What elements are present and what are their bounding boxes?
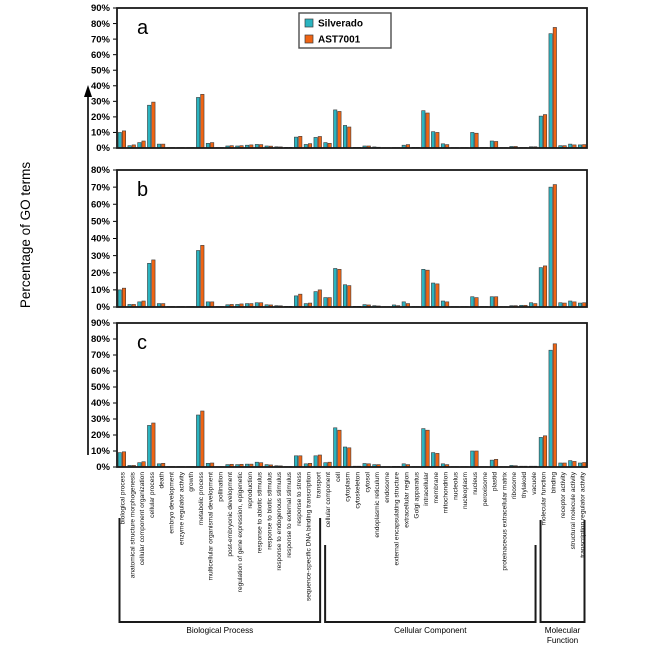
legend [299,13,391,48]
y-tick-label: 20% [90,112,110,124]
bar-ast7001 [553,27,556,148]
y-tick-label: 0% [96,462,110,474]
bar-silverado [147,263,150,307]
x-category-label: membrane [432,472,440,504]
bar-silverado [196,250,199,307]
bar-ast7001 [318,290,321,307]
y-tick-label: 70% [90,182,110,194]
bar-silverado [539,437,542,467]
bar-silverado [431,453,434,467]
panel-letter: b [137,179,149,201]
x-category-label: nucleoplasm [462,472,470,510]
x-category-label: regulation of gene expression, epigenetic [237,472,244,593]
y-tick-label: 30% [90,96,110,108]
x-category-label: proteinaceous extracellular matrix [501,472,509,571]
y-tick-label: 0% [96,143,110,155]
x-category-label: response to stress [295,472,303,526]
group-label: Molecular [544,626,581,635]
bar-ast7001 [475,451,478,467]
legend-swatch-ast7001 [305,35,313,43]
bar-ast7001 [318,136,321,148]
y-tick-label: 30% [90,414,110,426]
panel-letter: c [137,332,147,354]
bar-silverado [294,137,297,148]
bar-ast7001 [348,448,351,467]
x-category-label: Golgi apparatus [413,472,421,519]
x-category-label: reproduction [246,472,254,509]
bar-silverado [422,111,425,148]
bar-silverado [431,283,434,307]
bar-ast7001 [543,266,546,307]
x-category-label: thylakoid [520,472,528,499]
y-tick-label: 70% [90,34,110,46]
x-category-label: response to abiotic stimulus [256,472,264,554]
legend-label: AST7001 [318,34,361,46]
bar-ast7001 [318,455,321,467]
bar-silverado [118,453,121,467]
x-category-label: external encapsulating structure [393,472,401,566]
bar-silverado [314,137,317,148]
x-category-label: receptor activity [560,472,568,519]
bar-silverado [343,285,346,307]
bar-silverado [569,461,572,467]
bar-ast7001 [338,269,341,307]
bar-silverado [334,110,337,148]
x-category-label: mitochondrion [442,472,450,514]
bar-silverado [118,290,121,307]
x-category-label: biological process [119,472,127,525]
x-category-labels [120,471,587,601]
x-category-label: response to endogenous stimulus [276,472,284,571]
bar-silverado [196,415,199,467]
group-bracket [541,520,585,645]
bar-ast7001 [122,131,125,148]
x-category-label: transcription regulator activity [579,472,587,558]
x-category-label: metabolic process [197,472,205,526]
group-label: Biological Process [186,626,254,635]
x-category-label: embryo development [168,472,176,534]
bar-silverado [334,428,337,467]
x-category-label: cytoskeleton [354,472,362,509]
x-category-label: response to external stimulus [285,472,293,558]
bar-silverado [539,268,542,307]
x-category-label: cellular component organization [139,472,147,566]
bar-silverado [431,132,434,148]
bar-silverado [490,297,493,307]
bar-silverado [334,268,337,307]
y-tick-label: 60% [90,199,110,211]
x-category-label: ribosome [511,472,519,500]
y-tick-label: 50% [90,382,110,394]
bar-ast7001 [426,270,429,307]
y-tick-label: 80% [90,165,110,177]
x-category-label: cellular component [325,472,333,528]
y-tick-label: 10% [90,285,110,297]
y-tick-label: 0% [96,302,110,314]
bar-ast7001 [436,284,439,307]
y-tick-label: 10% [90,127,110,139]
y-tick-label: 80% [90,18,110,30]
bar-ast7001 [553,344,556,467]
y-tick-label: 60% [90,49,110,61]
bar-ast7001 [201,411,204,467]
bar-silverado [324,298,327,307]
x-category-label: extracellular region [403,472,411,528]
x-category-label: cellular process [148,472,156,518]
x-category-label: nucleus [472,472,479,495]
bar-silverado [294,296,297,307]
x-category-label: response to biotic stimulus [266,472,274,550]
x-category-label: transport [315,472,323,499]
legend-swatch-silverado [305,19,313,27]
x-category-label: death [158,472,166,489]
bar-ast7001 [494,297,497,307]
y-tick-label: 90% [90,3,110,15]
group-label: Function [546,636,579,645]
bar-ast7001 [426,113,429,148]
panel-b [91,165,587,313]
bar-ast7001 [348,127,351,148]
bar-ast7001 [338,111,341,148]
bar-ast7001 [152,260,155,307]
bar-ast7001 [201,94,204,148]
x-category-label: cytosol [364,472,372,493]
bar-ast7001 [553,185,556,307]
bar-silverado [422,429,425,467]
y-tick-label: 80% [90,334,110,346]
bar-ast7001 [122,452,125,467]
bar-silverado [490,141,493,148]
bar-ast7001 [338,430,341,467]
y-tick-label: 70% [90,350,110,362]
bar-silverado [549,187,552,307]
bar-silverado [471,451,474,467]
bar-ast7001 [299,294,302,307]
x-category-label: vacuole [530,472,538,495]
x-category-label: multicellular organismal development [207,472,215,581]
bar-silverado [549,350,552,467]
bar-ast7001 [142,141,145,148]
bar-ast7001 [543,436,546,467]
panel-c [91,318,587,473]
y-tick-label: 40% [90,233,110,245]
bar-ast7001 [543,115,546,148]
x-category-label: enzyme regulator activity [178,472,186,545]
bar-ast7001 [475,133,478,148]
legend-label: Silverado [318,18,364,30]
y-tick-label: 60% [90,366,110,378]
y-tick-label: 90% [90,318,110,330]
bar-ast7001 [122,288,125,307]
y-tick-label: 50% [90,65,110,77]
bar-ast7001 [299,456,302,467]
bar-silverado [490,460,493,467]
bar-silverado [118,132,121,148]
bar-silverado [471,297,474,307]
x-category-label: endoplasmic reticulum [374,472,382,538]
bar-ast7001 [494,141,497,148]
x-category-label: growth [188,472,196,492]
x-category-label: intracellular [423,472,431,506]
x-category-label: structural molecule activity [569,472,577,550]
x-category-label: nucleolus [452,472,460,500]
y-tick-label: 10% [90,446,110,458]
bar-silverado [549,34,552,148]
bar-silverado [539,116,542,148]
bar-ast7001 [348,286,351,307]
bar-ast7001 [299,136,302,148]
group-label: Cellular Component [394,626,467,635]
bar-silverado [196,97,199,148]
y-axis-title: Percentage of GO terms [18,161,33,309]
x-category-label: endosome [383,472,391,503]
bar-ast7001 [152,423,155,467]
x-category-label: sequence-specific DNA binding transcription [305,472,313,602]
bar-ast7001 [201,245,204,307]
bar-ast7001 [152,102,155,148]
y-tick-label: 50% [90,216,110,228]
bar-silverado [422,269,425,307]
bar-ast7001 [475,298,478,307]
y-tick-label: 20% [90,430,110,442]
x-category-label: molecular function [540,472,548,526]
bar-silverado [314,456,317,467]
y-tick-label: 30% [90,250,110,262]
x-category-label: peroxisome [481,472,489,507]
bar-ast7001 [494,459,497,467]
x-category-label: cell [334,472,342,482]
x-category-label: binding [550,472,558,494]
panel-letter: a [137,17,149,39]
bar-silverado [343,125,346,148]
bar-silverado [471,132,474,148]
x-category-label: anatomical structure morphogenesis [129,472,137,579]
bar-silverado [147,105,150,148]
y-tick-label: 20% [90,267,110,279]
x-category-label: post-embryonic development [227,472,235,557]
x-category-label: plastid [491,471,499,492]
bar-silverado [343,447,346,467]
bar-ast7001 [328,298,331,307]
bar-silverado [147,425,150,467]
bar-silverado [294,456,297,467]
bar-ast7001 [426,430,429,467]
bar-silverado [314,292,317,307]
bar-ast7001 [436,453,439,467]
y-tick-label: 40% [90,398,110,410]
x-category-label: cytoplasm [344,472,352,502]
y-tick-label: 40% [90,80,110,92]
bar-ast7001 [436,132,439,148]
x-category-label: pollination [217,472,225,502]
